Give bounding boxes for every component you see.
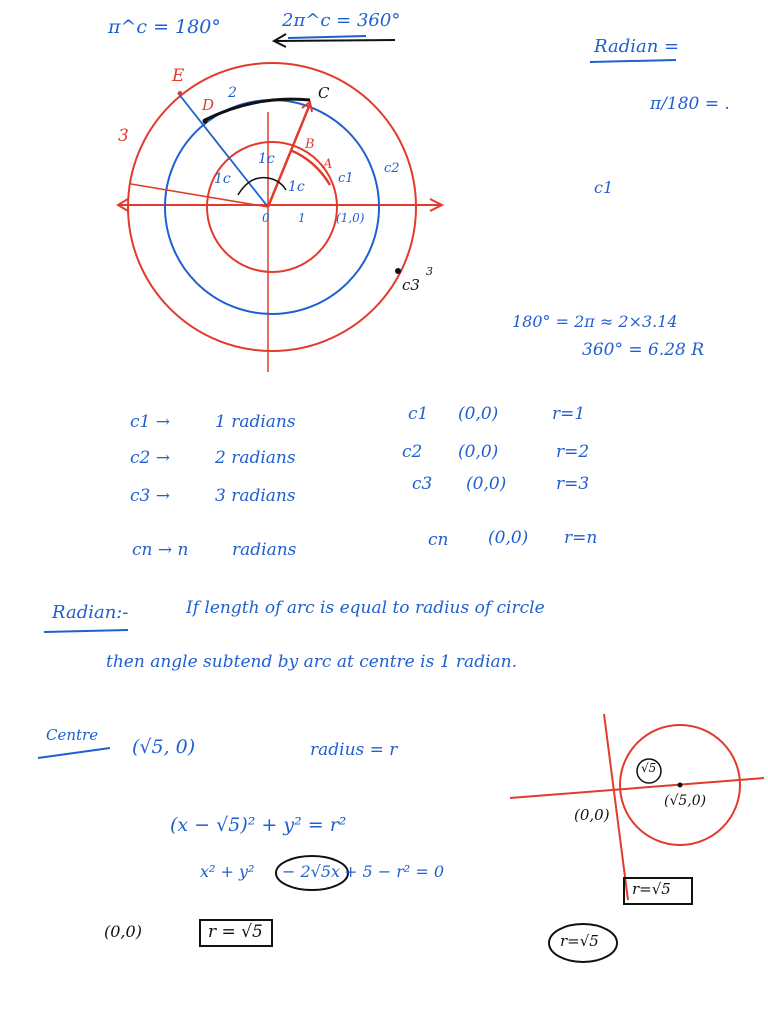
label-c1: c1 xyxy=(338,171,354,186)
row2-radians: 2 radians xyxy=(215,448,296,468)
label-C: C xyxy=(318,84,330,102)
two-pi-equation: 2π^c = 360° xyxy=(282,10,401,31)
radius-to-E xyxy=(178,93,268,207)
row1-radians: 1 radians xyxy=(215,412,296,432)
point-c3 xyxy=(395,268,401,274)
small-centre-label: (√5,0) xyxy=(664,793,707,809)
label-A: A xyxy=(323,157,333,172)
row1-name: c1 xyxy=(408,404,429,424)
small-sqrt5-label: √5 xyxy=(641,761,657,775)
centre-point: (√5, 0) xyxy=(132,736,196,758)
centre-underline xyxy=(38,748,110,758)
row2-name: c2 xyxy=(402,442,423,462)
definition-line1: If length of arc is equal to radius of circle xyxy=(186,598,545,618)
small-origin-label: (0,0) xyxy=(574,806,610,824)
circle-c3 xyxy=(128,63,416,351)
row4-circle: cn → n xyxy=(132,540,189,560)
label-B: B xyxy=(305,137,315,152)
expanded-equation-b: − 2√5x xyxy=(282,862,341,881)
row3-center: (0,0) xyxy=(466,474,507,494)
angle-arc-left xyxy=(238,178,268,195)
small-x-axis xyxy=(510,778,764,798)
header-underline xyxy=(288,36,366,38)
point-E xyxy=(178,91,182,95)
centre-heading: Centre xyxy=(46,726,99,744)
circle-equation: (x − √5)² + y² = r² xyxy=(170,814,347,836)
row4-center: (0,0) xyxy=(488,528,529,548)
origin-point: (0,0) xyxy=(104,922,142,941)
definition-line2: then angle subtend by arc at centre is 1 radian. xyxy=(106,652,517,672)
left-arrow-line xyxy=(274,40,395,41)
label-one-zero: (1,0) xyxy=(336,211,365,225)
label-c3: c3 xyxy=(402,276,420,294)
small-boxed-r-label: r=√5 xyxy=(632,880,671,898)
radian-underline xyxy=(590,60,676,62)
label-two: 2 xyxy=(228,85,237,101)
point-D xyxy=(203,119,208,124)
radian-equation: 360° = 6.28 R xyxy=(582,340,705,360)
label-angle-left: 1c xyxy=(214,171,231,187)
degree-equation: 180° = 2π ≈ 2×3.14 xyxy=(512,312,678,331)
row2-center: (0,0) xyxy=(458,442,499,462)
circle-c2 xyxy=(165,96,379,314)
boxed-r: r = √5 xyxy=(208,922,263,942)
pi-radians-equation: π^c = 180° xyxy=(108,16,221,38)
radius-equation: radius = r xyxy=(310,740,398,760)
row1-center: (0,0) xyxy=(458,404,499,424)
pi-over-180: π/180 = . xyxy=(650,94,730,114)
label-three: 3 xyxy=(118,126,129,146)
radian-title: Radian = xyxy=(594,36,680,57)
label-c2: c2 xyxy=(384,161,400,176)
small-centre-point xyxy=(678,783,683,788)
row4-name: cn xyxy=(428,530,449,550)
row1-r: r=1 xyxy=(552,404,586,424)
label-one: 1 xyxy=(298,211,306,225)
row3-radians: 3 radians xyxy=(215,486,296,506)
row2-r: r=2 xyxy=(556,442,590,462)
label-angle-right: 1c xyxy=(288,179,305,195)
label-D: D xyxy=(202,96,215,114)
row3-name: c3 xyxy=(412,474,433,494)
definition-term: Radian:- xyxy=(52,602,129,623)
row3-circle: c3 → xyxy=(130,486,170,506)
row2-circle: c2 → xyxy=(130,448,170,468)
row1-circle: c1 → xyxy=(130,412,170,432)
radius-left xyxy=(131,184,268,207)
label-angle-mid: 1c xyxy=(258,151,275,167)
side-c1-note: c1 xyxy=(594,178,614,197)
small-circled-r-label: r=√5 xyxy=(560,932,599,950)
expanded-equation-a: x² + y² xyxy=(200,862,255,881)
label-E: E xyxy=(172,66,185,86)
row4-radians: radians xyxy=(232,540,297,560)
definition-underline xyxy=(44,630,128,632)
row3-r: r=3 xyxy=(556,474,590,494)
label-origin: 0 xyxy=(262,211,270,225)
label-c3-sup: 3 xyxy=(426,265,433,278)
expanded-equation-c: + 5 − r² = 0 xyxy=(344,862,445,881)
row4-r: r=n xyxy=(564,528,598,548)
